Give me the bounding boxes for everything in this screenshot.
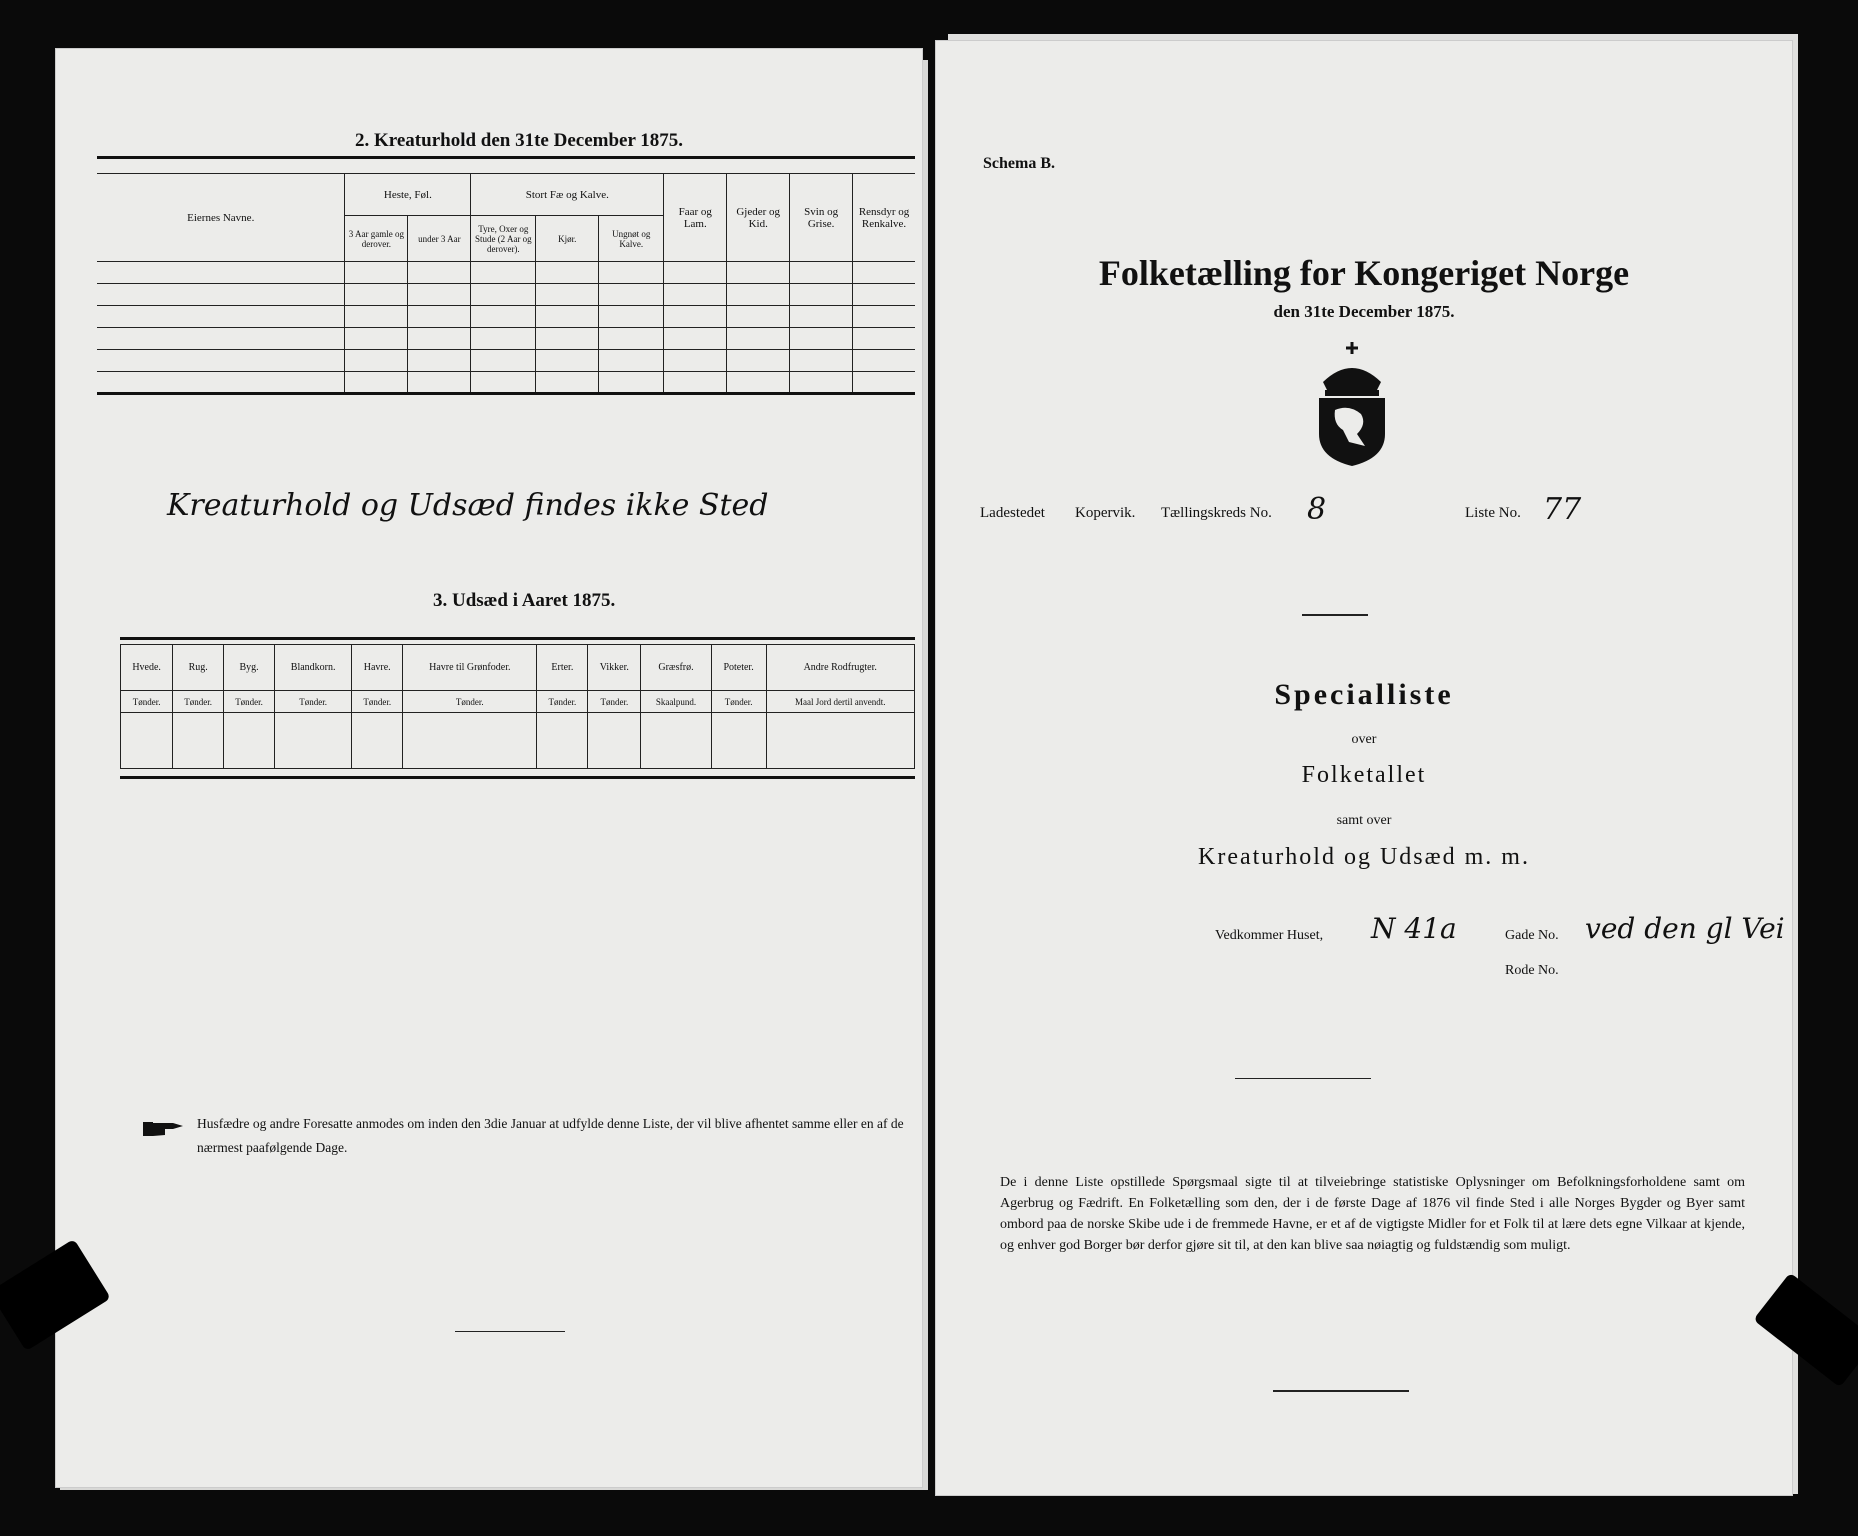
huset-value: N 41a: [1371, 912, 1457, 945]
seed-col-header: Poteter.: [711, 645, 766, 691]
group-svin: Svin og Grise.: [790, 174, 853, 262]
group-rensdyr: Rensdyr og Renkalve.: [853, 174, 915, 262]
seed-col-unit: Tønder.: [173, 691, 224, 713]
main-title: Folketælling for Kongeriget Norge: [1098, 253, 1630, 293]
divider: [97, 156, 915, 159]
seed-col-header: Andre Rodfrugter.: [766, 645, 915, 691]
divider: [1235, 1078, 1371, 1079]
group-heste: Heste, Føl.: [345, 174, 471, 216]
seed-col-unit: Tønder.: [537, 691, 588, 713]
specialliste-title: Specialliste: [1274, 678, 1454, 711]
liste-label: Liste No.: [1465, 505, 1521, 521]
sub-fae-c: Ungnøt og Kalve.: [599, 216, 664, 262]
seed-col-header: Havre.: [352, 645, 403, 691]
gade-label: Gade No.: [1505, 928, 1559, 943]
right-page: [935, 40, 1793, 1496]
seed-col-unit: Skaalpund.: [641, 691, 711, 713]
seed-empty-cell: [766, 713, 915, 769]
seed-empty-cell: [352, 713, 403, 769]
divider: [1302, 614, 1368, 616]
seed-col-header: Græsfrø.: [641, 645, 711, 691]
norway-coat-of-arms-icon: [1309, 342, 1395, 468]
divider: [120, 637, 915, 640]
divider: [1273, 1390, 1409, 1392]
seed-empty-cell: [641, 713, 711, 769]
folketallet-text: Folketallet: [1301, 762, 1427, 788]
seed-empty-cell: [275, 713, 352, 769]
footer-text: De i denne Liste opstillede Spørgsmaal sigte til at tilveiebringe statistiske Oplysninger om Befolkningsforholdene samt om Agerbrug og Fædrift. En Folketælling som den, der i de første Dage af 1876 vil finde Sted i alle Norges Bygder og Byer samt ombord paa de norske Skibe ude i de fremmede Havne, er et af de vigtigste Midler for et Folk til at lære dets egne Vilkaar at kjende, og enhver god Borger bør derfor gjøre sit til, at den kan blive saa nøiagtig og fuldstændig som muligt.: [1000, 1175, 1745, 1253]
notice-text: Husfædre og andre Foresatte anmodes om inden den 3die Januar at udfylde denne Liste, der vil blive afhentet samme eller en af de nærmest paafølgende Dage.: [197, 1116, 904, 1155]
seed-empty-cell: [224, 713, 275, 769]
over-text: over: [1351, 732, 1377, 747]
livestock-table: [97, 173, 915, 395]
seed-col-unit: Tønder.: [121, 691, 173, 713]
sub-fae-b: Kjør.: [536, 216, 599, 262]
sub-heste-a: 3 Aar gamle og derover.: [345, 216, 408, 262]
seed-col-unit: Tønder.: [352, 691, 403, 713]
pointing-hand-icon: [143, 1118, 183, 1138]
kreds-label: Tællingskreds No.: [1161, 505, 1272, 521]
seed-empty-cell: [711, 713, 766, 769]
schema-label: Schema B.: [983, 155, 1055, 172]
seed-col-unit: Tønder.: [275, 691, 352, 713]
seed-empty-cell: [173, 713, 224, 769]
group-gjeder: Gjeder og Kid.: [727, 174, 790, 262]
ladested-label: Ladestedet: [980, 505, 1045, 521]
gade-value: ved den gl Vei: [1585, 912, 1785, 945]
seed-col-header: Byg.: [224, 645, 275, 691]
seed-col-header: Vikker.: [588, 645, 641, 691]
group-stort-fae: Stort Fæ og Kalve.: [471, 174, 664, 216]
seed-col-header: Erter.: [537, 645, 588, 691]
sub-fae-a: Tyre, Oxer og Stude (2 Aar og derover).: [471, 216, 536, 262]
divider: [120, 776, 915, 779]
liste-value: 77: [1543, 492, 1582, 527]
seed-empty-cell: [403, 713, 537, 769]
group-faar: Faar og Lam.: [664, 174, 727, 262]
kreds-value: 8: [1307, 492, 1327, 527]
kreaturhold-text: Kreaturhold og Udsæd m. m.: [1198, 844, 1530, 870]
seed-col-unit: Tønder.: [403, 691, 537, 713]
seed-col-unit: Tønder.: [588, 691, 641, 713]
col-owner-name: Eiernes Navne.: [97, 174, 345, 262]
samt-over-text: samt over: [1336, 813, 1392, 828]
seed-col-unit: Tønder.: [711, 691, 766, 713]
ladested-value: Kopervik.: [1075, 505, 1136, 521]
handwritten-note: Kreaturhold og Udsæd findes ikke Sted: [167, 488, 769, 523]
rode-label: Rode No.: [1505, 963, 1559, 978]
section2-heading: 2. Kreaturhold den 31te December 1875.: [355, 130, 684, 151]
divider: [455, 1331, 565, 1332]
seed-empty-cell: [588, 713, 641, 769]
seed-col-header: Havre til Grønfoder.: [403, 645, 537, 691]
seed-col-header: Blandkorn.: [275, 645, 352, 691]
seed-col-unit: Tønder.: [224, 691, 275, 713]
sub-heste-b: under 3 Aar: [408, 216, 471, 262]
main-date: den 31te December 1875.: [1273, 302, 1455, 321]
seed-col-header: Rug.: [173, 645, 224, 691]
huset-label: Vedkommer Huset,: [1215, 928, 1324, 943]
section3-heading: 3. Udsæd i Aaret 1875.: [433, 590, 616, 611]
left-page: [55, 48, 923, 1488]
seed-empty-cell: [121, 713, 173, 769]
seed-col-header: Hvede.: [121, 645, 173, 691]
seed-empty-cell: [537, 713, 588, 769]
seed-table: [120, 644, 915, 769]
seed-col-unit: Maal Jord dertil anvendt.: [766, 691, 915, 713]
